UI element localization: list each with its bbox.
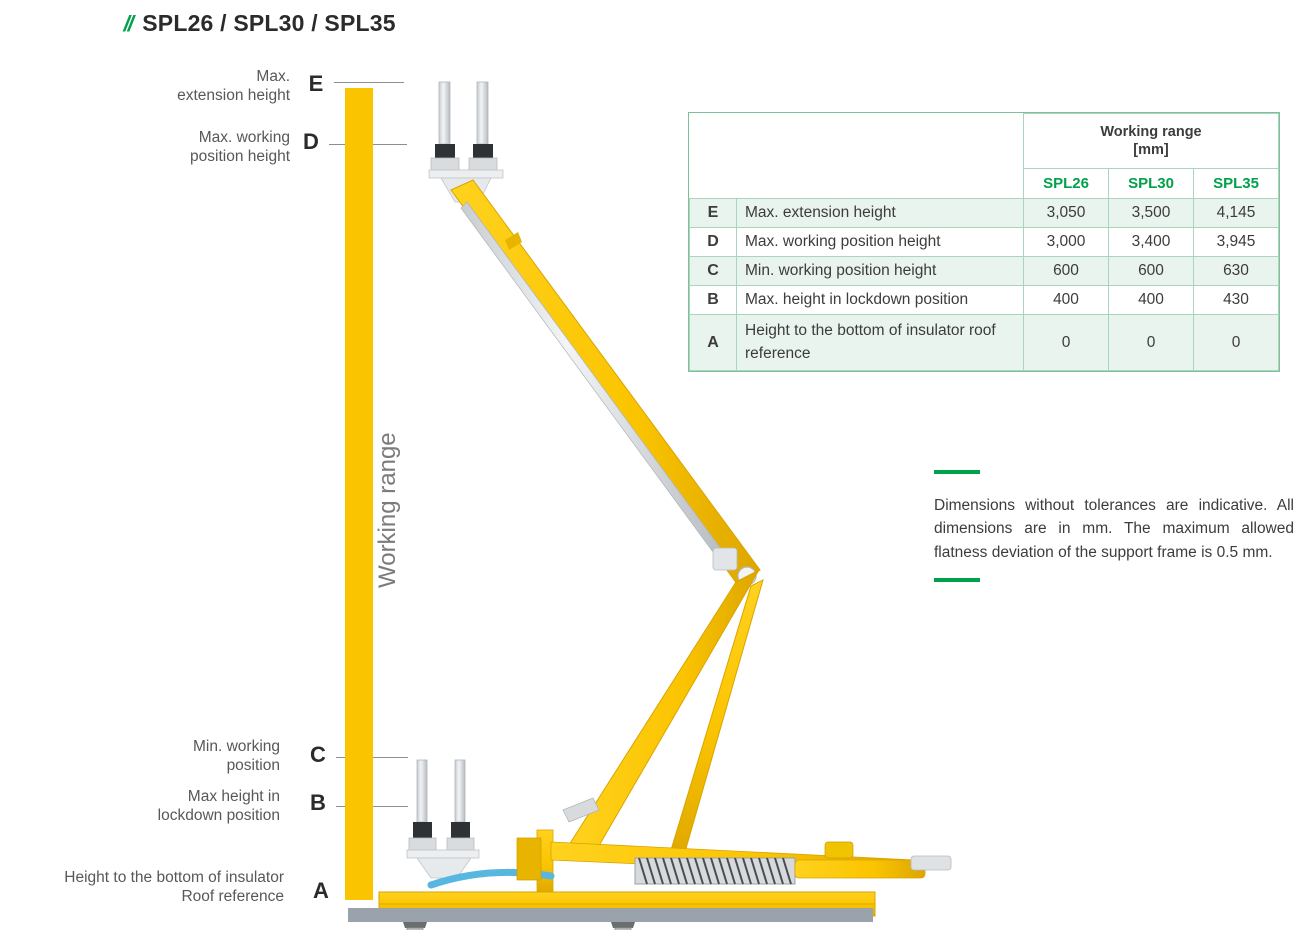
table-row — [690, 257, 1279, 286]
table-row — [690, 315, 1279, 371]
label-height-bottom-insulator: Height to the bottom of insulator Roof reference — [64, 869, 284, 906]
title-label: SPL26 / SPL30 / SPL35 — [142, 10, 396, 36]
row-a-spl30: 0 — [1109, 315, 1194, 371]
label-max-extension-height: Max. extension height — [177, 68, 290, 105]
row-e-spl30: 3,500 — [1109, 199, 1194, 228]
note-rule-top — [934, 470, 980, 474]
row-e-spl26: 3,050 — [1024, 199, 1109, 228]
lower-boom — [569, 570, 759, 856]
note-rule-bottom — [934, 578, 980, 582]
lowered-pantograph-head — [407, 760, 479, 878]
row-desc-c: Min. working position height — [737, 257, 1024, 286]
row-letter-d: D — [690, 228, 737, 257]
row-letter-c: C — [690, 257, 737, 286]
row-desc-a: Height to the bottom of insulator roof reference — [737, 315, 1024, 371]
table-header-blank — [690, 114, 1024, 199]
row-letter-b: B — [690, 286, 737, 315]
marker-letter-d: D — [303, 129, 319, 154]
row-desc-d: Max. working position height — [737, 228, 1024, 257]
table-header-working-range: Working range [mm] — [1024, 114, 1279, 169]
table-row — [690, 228, 1279, 257]
table-row — [690, 199, 1279, 228]
marker-letter-b: B — [310, 790, 326, 815]
marker-letter-e: E — [308, 71, 324, 96]
marker-letter-c: C — [310, 742, 326, 767]
table-row — [690, 286, 1279, 315]
table-col-spl26: SPL26 — [1024, 169, 1109, 199]
row-d-spl26: 3,000 — [1024, 228, 1109, 257]
row-desc-b: Max. height in lockdown position — [737, 286, 1024, 315]
label-min-working-position: Min. working position — [193, 738, 280, 775]
row-desc-e: Max. extension height — [737, 199, 1024, 228]
row-c-spl35: 630 — [1194, 257, 1279, 286]
row-e-spl35: 4,145 — [1194, 199, 1279, 228]
label-max-height-lockdown: Max height in lockdown position — [157, 788, 280, 825]
table-col-spl30: SPL30 — [1109, 169, 1194, 199]
row-c-spl26: 600 — [1024, 257, 1109, 286]
coil-spring — [635, 858, 795, 884]
label-max-working-position-height: Max. working position height — [190, 129, 290, 166]
dimension-note — [934, 470, 1294, 582]
working-range-label: Working range — [374, 432, 401, 588]
row-a-spl35: 0 — [1194, 315, 1279, 371]
row-d-spl30: 3,400 — [1109, 228, 1194, 257]
title-slash-icon: // — [121, 10, 135, 36]
row-b-spl35: 430 — [1194, 286, 1279, 315]
note-text: Dimensions without tolerances are indicative. All dimensions are in mm. The maximum allowed flatness deviation of the support frame is 0.5 mm. — [934, 497, 1294, 561]
row-b-spl30: 400 — [1109, 286, 1194, 315]
marker-letter-a: A — [313, 878, 329, 903]
working-range-table — [688, 112, 1280, 372]
row-letter-e: E — [690, 199, 737, 228]
row-c-spl30: 600 — [1109, 257, 1194, 286]
row-d-spl35: 3,945 — [1194, 228, 1279, 257]
row-a-spl26: 0 — [1024, 315, 1109, 371]
table-header-row-group — [690, 114, 1279, 169]
page-title — [121, 10, 396, 37]
row-b-spl26: 400 — [1024, 286, 1109, 315]
row-letter-a: A — [690, 315, 737, 371]
table-col-spl35: SPL35 — [1194, 169, 1279, 199]
ground-reference-line — [348, 908, 873, 922]
